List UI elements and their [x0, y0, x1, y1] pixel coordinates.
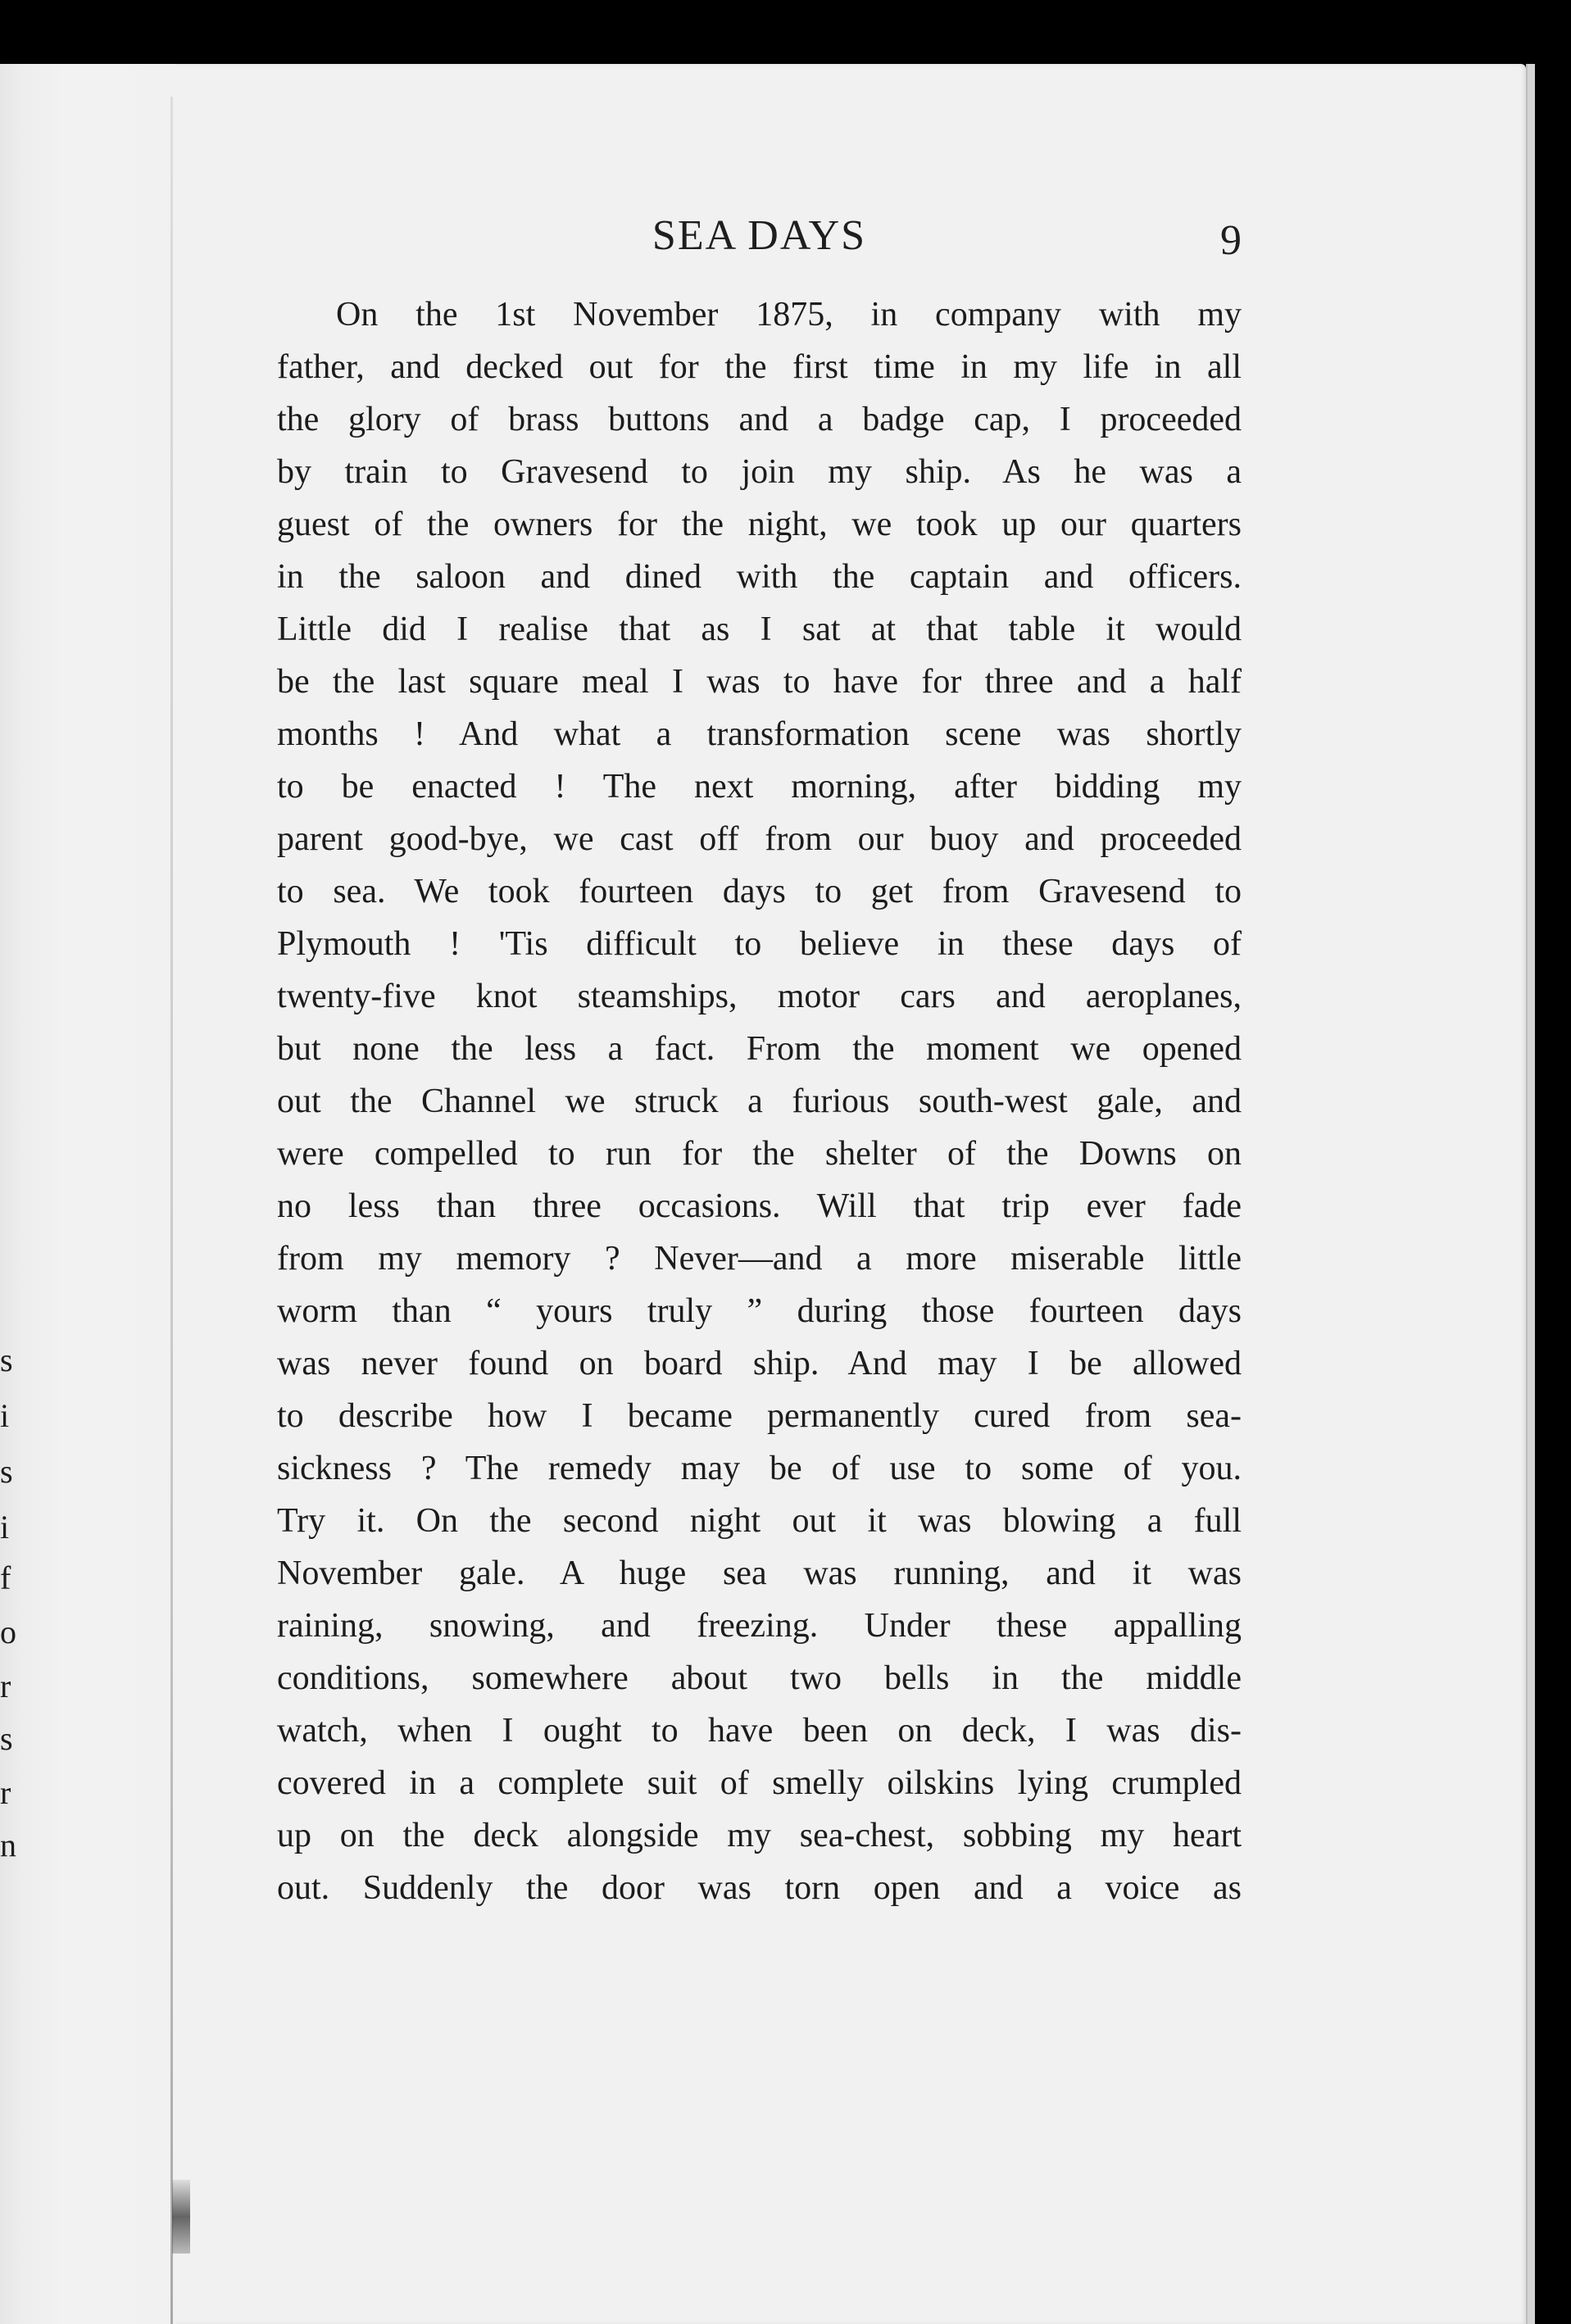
binding-fold	[170, 97, 173, 2324]
text-line: to sea. We took fourteen days to get from Gravesend to	[277, 873, 1242, 910]
text-line: On the 1st November 1875, in company with my	[336, 296, 1242, 334]
facing-page-edge-letter: i	[0, 1397, 10, 1434]
text-line: the glory of brass buttons and a badge cap, I proceeded	[277, 401, 1242, 438]
text-line: parent good-bye, we cast off from our buoy and proceeded	[277, 820, 1242, 858]
text-line: guest of the owners for the night, we took up our quarters	[277, 506, 1242, 543]
page-header	[277, 211, 1242, 285]
text-line: twenty-five knot steamships, motor cars and aeroplanes,	[277, 978, 1242, 1015]
facing-page-edge-letter: f	[0, 1559, 11, 1596]
text-line: in the saloon and dined with the captain and officers.	[277, 558, 1242, 596]
running-head: SEA DAYS	[652, 212, 867, 259]
facing-page-edge-letter: r	[0, 1668, 11, 1704]
text-line: to describe how I became permanently cured from sea-	[277, 1397, 1242, 1435]
page-number: 9	[1220, 217, 1242, 264]
text-line: be the last square meal I was to have for three and a half	[277, 663, 1242, 701]
text-line: from my memory ? Never—and a more miserable little	[277, 1240, 1242, 1278]
text-line: but none the less a fact. From the moment we opened	[277, 1030, 1242, 1068]
facing-page-edge-letter: s	[0, 1341, 13, 1378]
text-line: up on the deck alongside my sea-chest, sobbing my heart	[277, 1817, 1242, 1854]
facing-page-edge-letter: r	[0, 1774, 11, 1811]
facing-page-edge-letter: o	[0, 1614, 16, 1650]
text-line: out the Channel we struck a furious south-west gale, and	[277, 1083, 1242, 1120]
text-line: raining, snowing, and freezing. Under these appalling	[277, 1607, 1242, 1645]
text-line: worm than “ yours truly ” during those fourteen days	[277, 1292, 1242, 1330]
facing-page-edge-letter: s	[0, 1720, 13, 1757]
text-line: November gale. A huge sea was running, and it was	[277, 1555, 1242, 1592]
text-line: months ! And what a transformation scene was shortly	[277, 715, 1242, 753]
text-line: to be enacted ! The next morning, after bidding my	[277, 768, 1242, 806]
text-line: out. Suddenly the door was torn open and a voice as	[277, 1869, 1242, 1907]
text-line: were compelled to run for the shelter of the Downs on	[277, 1135, 1242, 1173]
binding-stitch-mark	[172, 2180, 190, 2254]
text-line: Plymouth ! 'Tis difficult to believe in these days of	[277, 925, 1242, 963]
facing-page-edge-letter: n	[0, 1827, 16, 1863]
text-line: covered in a complete suit of smelly oilskins lying crumpled	[277, 1764, 1242, 1802]
facing-page-edge-letter: s	[0, 1453, 13, 1490]
text-line: by train to Gravesend to join my ship. As he was a	[277, 453, 1242, 491]
text-line: sickness ? The remedy may be of use to some of you.	[277, 1450, 1242, 1487]
text-line: father, and decked out for the first time in my life in all	[277, 348, 1242, 386]
body-text	[277, 288, 1242, 1914]
text-line: Try it. On the second night out it was blowing a full	[277, 1502, 1242, 1540]
text-line: was never found on board ship. And may I be allowed	[277, 1345, 1242, 1382]
facing-page-edge-letter: i	[0, 1509, 10, 1546]
page-edge	[1526, 64, 1535, 2324]
text-line: conditions, somewhere about two bells in the middle	[277, 1659, 1242, 1697]
text-line: Little did I realise that as I sat at that table it would	[277, 611, 1242, 648]
facing-page-gutter	[0, 64, 176, 2324]
text-line: no less than three occasions. Will that trip ever fade	[277, 1187, 1242, 1225]
text-line: watch, when I ought to have been on deck, I was dis-	[277, 1712, 1242, 1750]
